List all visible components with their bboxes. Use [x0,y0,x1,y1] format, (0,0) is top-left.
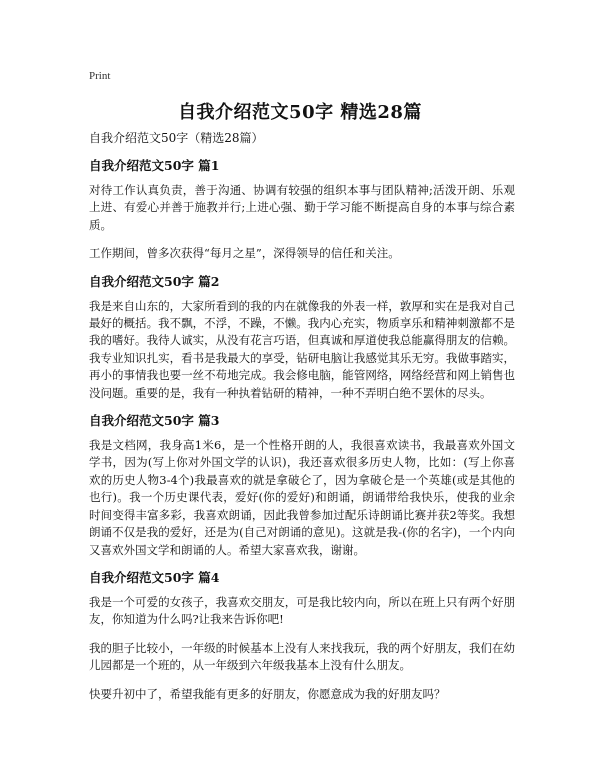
paragraph: 我是文档网，我身高1米6，是一个性格开朗的人，我很喜欢读书，我最喜欢外国文学书，因为(写上你对外国文学的认识)，我还喜欢很多历史人物，比如：(写上你喜欢的历史人物3-4个)我最喜欢的就是拿破仑了，因为拿破仑是一个英雄(或是其他的也行)。我一个历史课代表，爱好(你的爱好)和朗诵，朗诵带给我快乐，使我的业余时间变得丰富多彩，我喜欢朗诵，因此我曾参加过配乐诗朗诵比赛并获2等奖。我想朗诵不仅是我的爱好，还是为(自己对朗诵的意见)。这就是我-(你的名字)，一个内向又喜欢外国文学和朗诵的人。希望大家喜欢我，谢谢。 [89,438,515,557]
section-4 [89,570,515,703]
paragraph: 我是来自山东的，大家所看到的我的内在就像我的外表一样，敦厚和实在是我对自己最好的概括。我不飘，不浮，不躁，不懒。我内心充实，物质享乐和精神刺激都不是我的嗜好。我待人诚实，从没有花言巧语，但真诚和厚道使我总能赢得朋友的信赖。我专业知识扎实，看书是我最大的享受，钻研电脑让我感觉其乐无穷。我做事踏实，再小的事情我也要一丝不苟地完成。我会修电脑，能管网络，网络经营和网上销售也没问题。重要的是，我有一种执着钻研的精神，一种不弄明白绝不罢休的尽头。 [89,298,515,400]
page-title: 自我介绍范文50字 精选28篇 [178,102,422,123]
document-body [89,130,515,714]
section-heading: 自我介绍范文50字 篇3 [89,413,220,429]
section-2 [89,274,515,402]
section-heading: 自我介绍范文50字 篇1 [89,158,220,173]
section-heading: 自我介绍范文50字 篇2 [89,273,220,289]
section-3 [89,413,515,559]
document-subtitle: 自我介绍范文50字（精选28篇） [89,131,264,145]
paragraph: 我的胆子比较小，一年级的时候基本上没有人来找我玩，我的两个好朋友，我们在幼儿园都是一个班的，从一年级到六年级我基本上没有什么朋友。 [89,640,515,673]
paragraph: 我是一个可爱的女孩子，我喜欢交朋友，可是我比较内向，所以在班上只有两个好朋友，你知道为什么吗?让我来告诉你吧! [89,594,515,627]
print-label: Print [89,70,111,82]
paragraph: 工作期间，曾多次获得“每月之星”，深得领导的信任和关注。 [89,246,400,261]
section-heading: 自我介绍范文50字 篇4 [89,569,220,585]
section-1 [89,158,515,263]
paragraph: 快要升初中了，希望我能有更多的好朋友，你愿意成为我的好朋友吗？ [89,686,446,701]
paragraph: 对待工作认真负责，善于沟通、协调有较强的组织本事与团队精神;活泼开朗、乐观上进、有爱心并善于施教并行;上进心强、勤于学习能不断提高自身的本事与综合素质。 [89,183,515,232]
